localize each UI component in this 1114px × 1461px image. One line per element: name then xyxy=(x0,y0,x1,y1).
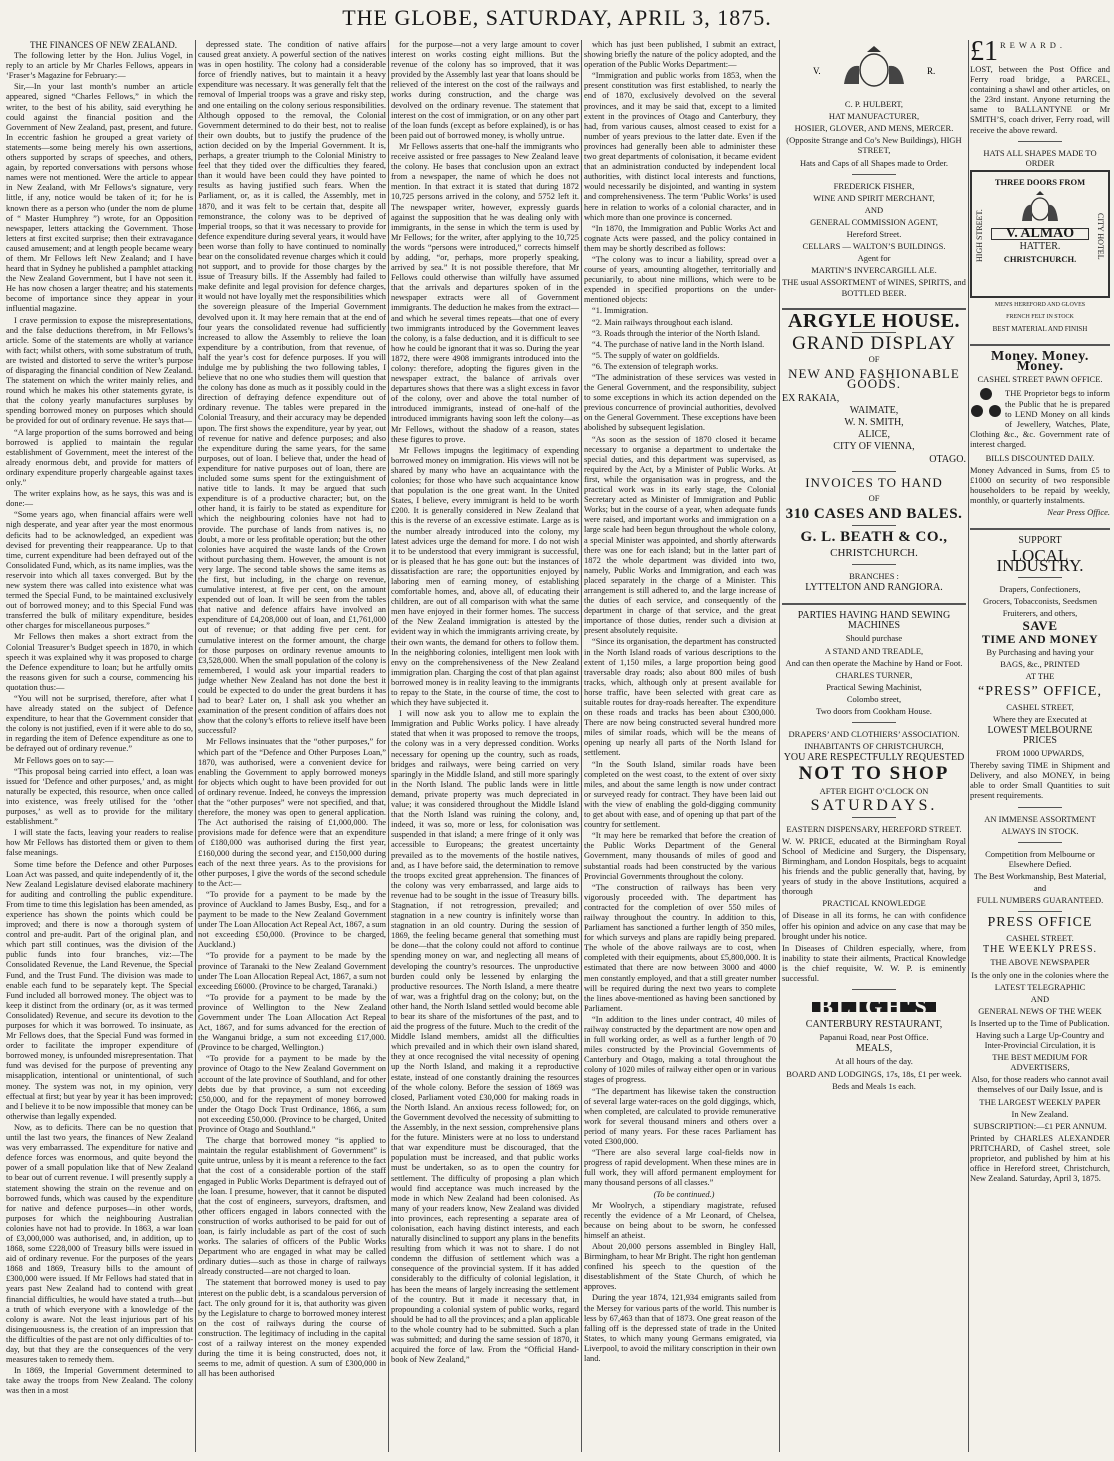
press-best: The Best Workmanship, Best Material, xyxy=(973,870,1107,881)
svg-text:R.: R. xyxy=(927,66,936,76)
press-save: SAVE xyxy=(1022,618,1058,634)
fisher-assortment: THE usual ASSORTMENT of WINES, SPIRITS, and BOTTLED BEER. xyxy=(782,277,966,298)
column-rule xyxy=(968,40,969,1452)
money-bills: BILLS DISCOUNTED DAILY. xyxy=(985,452,1095,463)
paragraph: “The construction of railways has been very vigorously proceeded with. The department has contracted for the completion of over 550 miles of railway throughout the country. In addition to this, Parliament has sanctioned a further length of 350 miles, for which surveys and plans are rapidly being prepared. The whole of the above railways are to cost, when completed with their equipments, about £5,800,000. It is estimated that there are now between 3000 and 4000 men constantly employed, and that a still greater number will be required during the next two years to complete the lines above-mentioned as having been sanctioned by Parliament. xyxy=(584,882,776,1013)
argyle-cases: 310 CASES AND BALES. xyxy=(785,505,963,522)
paragraph: Mr Fellows goes on to say:— xyxy=(14,755,114,765)
paragraph: “It may here be remarked that before the creation of the Public Works Department of the General Government, many thousands of miles of good and substantial roads had been constructed by the various Provincial Governments throughout the colony. xyxy=(584,831,776,881)
drapers-association: DRAPERS’ AND CLOTHIERS’ ASSOCIATION. xyxy=(788,729,960,740)
argyle-city: CHRISTCHURCH. xyxy=(830,547,918,559)
money-body: THE Proprietor begs to inform the Public that he is prepared to LEND Money on all kinds of Jewellery, Watches, Plate, Clothing &c., &c. Government rate of interest charged. xyxy=(970,388,1110,449)
paragraph: “In 1870, the Immigration and Public Works Act and cognate Acts were passed, and the policy contained in them may be shortly described as follows: xyxy=(584,223,776,253)
press-bags: BAGS, &c., PRINTED xyxy=(1000,659,1080,670)
paragraph: Mr Fellows asserts that one-half the immigrants who receive assisted or free passages to New Zealand leave the colony. He bases that conclusion upon an extract from a newspaper, the name of which he does not mention. In that extract it is stated that during 1872 10,725 persons arrived in the colony, and 5752 left it. The newspaper writer, however, expressly guards against the supposition that he was dealing only with immigrants, in the sense in which the term is used by Mr Fellows; for the writer, after applying to the 10,725 the words “persons were introduced,” corrects himself by adding, “or, perhaps, more properly speaking, arrived by sea.” It is not possible therefore, that Mr Fellows could otherwise than wilfully have assumed that the arrivals and departures spoken of in the newspaper extracts were all of Government immigrants. The deduction he makes from the extract—and which he several times repeats—that one of every two immigrants introduced by the Government leaves the colony, is a false deduction, and it is difficult to see how he could be ignorant that it was so. During the year 1872, there were 4908 immigrants introduced into the colony: therefore, adopting the figures given in the newspaper extract, the balance of arrivals over departures shows that there was a slight excess in favor of the colony, over and above the total number of introduced immigrants, instead of one-half of the introduced immigrants having soon left the colony—as Mr Fellows, without the shadow of a reason, states these figures to prove. xyxy=(391,141,579,444)
paragraph: Now, as to deficits. There can be no question that until the last two years, the finances of New Zealand was very embarrassed. The expenditure for native and defence forces was enormous, and quite beyond the power of a small population like that of New Zealand to bear out of current revenue. I will presently supply a statement showing the strain on the revenue and on borrowed funds, which was caused by the expenditure for native and defence purposes—in other words, purposes for which the neighbouring Australian colonies have not had to provide. In 1863, a war loan of £3,000,000 was authorised, and, in addition, up to 1868, some £228,000 of Treasury bills were issued in aid of ordinary revenue. For the purposes of the years 1868 and 1869, Treasury bills to the amount of £300,000 were issued. If Mr Fellows had stated that in years past New Zealand had to contend with great financial difficulties, he would have stated a truth—but a truth of which everyone with a knowledge of the colony is aware. Not the least injurious part of his disingenuousness is, the creation of an impression that the difficulties of the past are not only difficulties of to-day, but that they are the consequences of the very measures taken to remedy them. xyxy=(6,1122,193,1365)
fisher-cellars: CELLARS — WALTON’S BUILDINGS. xyxy=(802,241,946,252)
argyle-branches: BRANCHES : xyxy=(849,571,899,582)
paragraph: “In the South Island, similar roads have been completed on the west coast, to the extent of over sixty miles, and about the same length is now under contract or surveyed ready for contract. They have been laid out with the view of enabling the gold-digging community to get about with ease, and of opening up that part of the country for settlement. xyxy=(584,759,776,830)
almao-right-small: FRENCH FELT IN STOCK xyxy=(1006,313,1074,320)
money-near: Near Press Office. xyxy=(1047,507,1110,518)
argyle-ship4: CITY OF VIENNA, xyxy=(833,441,915,453)
press-largest: THE LARGEST WEEKLY PAPER xyxy=(979,1096,1101,1107)
almao-doors: THREE DOORS FROM xyxy=(994,176,1086,187)
continued-note: (To be continued.) xyxy=(653,1189,715,1199)
press-cashel: CASHEL STREET. xyxy=(1006,933,1074,944)
paragraph: Some time before the Defence and other Purposes Loan Act was passed, and quite independently of it, the New Zealand Legislature devised elaborate machinery for auditing and controlling the public expenditure. From time to time this legislation has been amended, as experience has shown the points which could be improved; and there is now a thorough system of control and pre-audit. Part of the original plan, and which part still continues, was the division of the public funds into four branches, viz:—The Consolidated Revenue, the Land Revenue, the Special Fund, and the Trust Fund. The division was made to enable each fund to be separately kept. The Special Fund included all borrowed money. The object was to keep it distinct from the ordinary (or, as it was termed Consolidated) Revenue, and secure its devotion to the purposes for which it was borrowed. To insinuate, as Mr Fellows does, that the Special Fund was formed in order to facilitate the improper expenditure of borrowed money, is unfounded misrepresentation. That fund was devised for the purpose of preventing any misapplication, intentional or unintentional, of such money. The system was not, in my opinion, very effectual at first; but year by year it has been improved; and I believe it to be now impossible that money can be otherwise than legally expended. xyxy=(6,859,193,1121)
press-comp: Competition from Melbourne or Elsewhere Defied. xyxy=(985,848,1095,869)
column-rule xyxy=(581,40,582,1452)
fisher-trade: WINE AND SPIRIT MERCHANT, xyxy=(813,192,935,203)
press-at: AT THE xyxy=(1025,671,1055,682)
press-street: CASHEL STREET, xyxy=(1006,701,1074,712)
almao-ad xyxy=(970,148,1110,346)
money-title: Money. Money. Money. xyxy=(991,349,1089,375)
argyle-of: OF xyxy=(868,353,880,364)
fisher-street: Hereford Street. xyxy=(846,229,902,240)
turner-headline: PARTIES HAVING HAND SEWING MACHINES xyxy=(797,610,951,632)
turner-l2: Should purchase xyxy=(845,633,903,644)
argyle-firm: G. L. BEATH & CO., xyxy=(800,528,948,545)
bligh-address: Papanui Road, near Post Office. xyxy=(819,1032,929,1043)
news-item: During the year 1874, 121,934 emigrants sailed from the Mersey for various parts of the world. This number is less by 67,463 than that of 1873. One great reason of the falling off is the depressed state of trade in the United States, to which many young Germans emigrated, via Liverpool, to avoid the military conscription in their own land. xyxy=(584,1293,776,1363)
argyle-new: NEW AND FASHIONABLE GOODS. xyxy=(788,365,960,391)
paragraph: which has just been published, I submit an extract, showing briefly the nature of the policy adopted, and the operation of the Public Works Department:— xyxy=(584,40,776,70)
press-ad xyxy=(970,536,1110,1184)
paragraph: “To provide for a payment to be made by the province of Taranaki to the New Zealand Government under The Loan Allocation Repeal Act, 1867, a sum not exceeding £6000. (Province to be charged, Taranaki.) xyxy=(198,951,386,991)
svg-text:V.: V. xyxy=(813,66,821,76)
press-only: Is the only one in the colonies where the xyxy=(971,969,1109,980)
hulbert-address: (Opposite Strange and Co’s New Buildings), HIGH STREET, xyxy=(786,135,962,156)
drapers-requested: YOU ARE RESPECTFULLY REQUESTED xyxy=(783,752,965,764)
paragraph: “To provide for a payment to be made by the province of Otago to the New Zealand Government on account of the late province of Southland, and for other debts due by that province, a sum not exceeding £50,000, and for the repayment of money borrowed under the Otago Dock Trust Ordinance, 1866, a sum not exceeding £50,000. (Province to be charged, United Province of Otago and Southland.” xyxy=(198,1054,386,1135)
dispensary-body3: In Diseases of Children especially, where, from inability to state their ailments, Practical Knowledge is the chief requisite, W. W. P. is eminently successful. xyxy=(782,942,966,983)
paragraph: “3. Roads through the interior of the North Island. xyxy=(592,328,760,338)
press-support: SUPPORT xyxy=(1018,534,1062,546)
news-item: About 20,000 persons assembled in Bingley Hall, Birmingham, to hear Mr Bright. The right hon gentleman confined his speech to the question of the disestablishment of the State Church, of which he approves. xyxy=(584,1241,776,1292)
press-medium: THE BEST MEDIUM FOR ADVERTISERS, xyxy=(992,1052,1088,1073)
article-title: THE FINANCES OF NEW ZEALAND. xyxy=(29,40,178,50)
press-and: and xyxy=(1033,882,1047,893)
paragraph: “The administration of these services was vested in the General Government, and the responsibility, subject to some exceptions in which its action depended on the previous concurrence of provincial authorities, devolved on the General Government. These exceptions have been abolished by subsequent legislation. xyxy=(584,373,776,433)
press-office-2: PRESS OFFICE xyxy=(987,915,1093,931)
argyle-ex: EX RAKAIA, xyxy=(782,393,840,405)
paragraph: “You will not be surprised, therefore, after what I have already stated on the subject of Defence expenditure, to hear that the Government consider that the colony is not justified, even if it were able to do so, in regarding the item of Defence expenditure as one to be defrayed out of ordinary revenue.” xyxy=(6,694,193,754)
reward-word: REWARD. xyxy=(1000,40,1067,50)
paragraph: The following letter by the Hon. Julius Vogel, in reply to an article by Mr Charles Fellows, appears in ‘Fraser’s Magazine for February:— xyxy=(6,51,193,81)
paragraph: The charge that borrowed money “is applied to maintain the regular establishment of Government” is quite untrue, unless by it is meant a reference to the fact that the cost of a considerable portion of the staff engaged in Public Works Department is defrayed out of the loan. I presume, however, that it cannot be disputed that the cost of engineers, surveyors, draftsmen, and other officers engaged in labors connected with the construction of works authorised to be paid for out of loan, is fairly includable as part of the cost of such works. The salaries of officers of the Public Works Department who are engaged in what may be called ordinary duties—such as those in charge of railways already constructed—are not charged to loan. xyxy=(198,1136,386,1277)
almao-bottom: BEST MATERIAL AND FINISH xyxy=(992,325,1088,334)
paragraph: “1. Immigration. xyxy=(592,306,649,316)
ads-column-2 xyxy=(970,40,1110,1452)
pawnbroker-balls-icon xyxy=(970,386,1002,420)
paragraph: I will now ask you to allow me to explain the Immigration and Public Works policy. I have already stated that when it was proposed to remove the troops, the colony was in a very depressed condition. Works necessary for opening up the country, such as roads, bridges and railways, were being carried on very sparingly in the Middle Island, and still more sparingly in the North Island. The public lands were in little demand, private property was much depreciated in value; it was considered throughout the Middle Island that the North Island was ruining the colony, and, indeed, it was so, more or less, for colonisation was suspended in that island; a mere fringe of it only was accessible to Europeans; the greatest uncertainty prevailed as to the movements of the hostile natives, and, as I have before said, the determination to remove the troops excited great apprehension. The finances of the colony was very embarrassed, and large aids to revenue had to be sought in the issue of Treasury bills. Stagnation, if not retrogression, prevailed; and stagnation in a new country is infinitely worse than stagnation in an old country. During the session of 1869, the feeling became general that something must be done—that the colony could not afford to continue spending money on war, and neglecting all means of developing the country’s resources. The unproductive burden could only be lessened by enlarging the productive resources. The North Island, a mere theatre of war, was a frightful drag on the colony; but, on the other hand, the North Island settled would become able to bear its share of the misfortunes of the past, and to aid the progress of the future. Much to the credit of the Middle Island members, amidst all the difficulties which prevailed and in which their own island shared, they at once recognised the vital necessity of opening up the North Island, and making it a reproductive estate, instead of one constantly draining the resources of the whole colony. Before the session of 1869 was closed, Parliament voted £30,000 for making roads in the North Island. An anxious recess followed; for, on the Government devolved the necessity of submitting to the Assembly, in the next session, comprehensive plans for the future. Ministers were at no loss to understand that war expenditure must be discouraged, that the population must be increased, and that public works must be undertaken, so as to open the country for settlement. The difficulty of proposing a plan which would find acceptance was much increased by the mode in which New Zealand had been colonised. As many of your readers know, New Zealand was divided into provinces, each representing a separate area of colonisation, each having distinct interests, and each naturally disinclined to support any plans in the benefits resulting from which it was not to share. I do not condemn the diffusion of settlement which was a consequence of the provincial system. If it has added considerably to the difficulty of colonial legislation, it has been the means of largely increasing the settlement of the country. But it made it necessary that, in propounding a colonial system of public works, regard should be had to all the provinces; and a plan applicable to the whole country had to be submitted. Such a plan was submitted; and during the same session of 1870, it acquired the force of law. From the “Official Hand-book of New Zealand,” xyxy=(391,709,579,1365)
almao-right: CITY HOTEL xyxy=(1096,212,1105,260)
paragraph: for the purpose—not a very large amount to cover interest on works costing eight millions. But the revenue of the colony has so improved, that it was provided by the Assembly last year that loans should be relieved of the interest on the cost of the railways and works during construction, and the charge was devolved on the ordinary revenue. The statement that interest on the cost of immigration, or on any other part of the loan funds (except as before explained), is or has been paid out of borrowed money, is wholly untrue. xyxy=(391,40,579,140)
paragraph: “This proposal being carried into effect, a loan was issued for ‘Defence and other purposes,’ and, as might naturally be expected, this resource, when once called into existence, was freely utilised for the ‘other purposes,’ as well as to provide for the military establishment.” xyxy=(6,766,193,827)
press-and2: AND xyxy=(1030,993,1050,1004)
press-time: TIME AND MONEY xyxy=(981,632,1099,647)
press-general: GENERAL NEWS OF THE WEEK xyxy=(978,1005,1102,1016)
argyle-ship2: W. N. SMITH, xyxy=(844,417,904,429)
paragraph: “5. The supply of water on goldfields. xyxy=(592,350,720,360)
paragraph: Mr Fellows then makes a short extract from the Colonial Treasurer’s Budget speech in 1870, in which speech it was explained why it was proposed to charge the Defence expenditure to loan; but he artfully omits the reasons given for such a course, commencing his quotation thus:— xyxy=(6,632,193,692)
paragraph: “The department has likewise taken the construction of several large water-races on the gold diggings, which, when completed, are calculated to provide remunerative work for several thousand miners and others over a period of many years. For these races Parliament has voted £300,000. xyxy=(584,1086,776,1147)
press-nz: In New Zealand. xyxy=(1011,1108,1069,1119)
hulbert-name: C. P. HULBERT, xyxy=(844,99,904,110)
bligh-restaurant: CANTERBURY RESTAURANT, xyxy=(805,1019,943,1031)
argyle-display: GRAND DISPLAY xyxy=(792,332,956,354)
paragraph: “To provide for a payment to be made by the province of Wellington to the New Zealand Government under The Loan Allocation Act Repeal Act, 1867, and for sums advanced for the erection of the Wanganui bridge, a sum not exceeding £17,000. (Province to be charged, Wellington.) xyxy=(198,992,386,1053)
bligh-meals: MEALS, xyxy=(855,1043,893,1055)
press-latest: LATEST TELEGRAPHIC xyxy=(994,981,1086,992)
reward-ad xyxy=(970,40,1110,142)
hulbert-ad xyxy=(782,40,966,175)
press-by: By Purchasing and having your xyxy=(986,647,1094,658)
drapers-saturdays: SATURDAYS. xyxy=(810,796,938,814)
bligh-name: BLIGH'S xyxy=(812,1002,935,1012)
fisher-commission: GENERAL COMMISSION AGENT, xyxy=(810,216,938,227)
press-where: Where they are Executed at xyxy=(993,713,1087,724)
argyle-ship5: OTAGO. xyxy=(929,453,966,465)
press-thereby: Thereby saving TIME in Shipment and Delivery, and also MONEY, in being able to order Small Quantities to suit present requirements. xyxy=(970,760,1110,801)
drapers-after: AFTER EIGHT O’CLOCK ON xyxy=(819,785,929,796)
news-item: Mr Woolrych, a stipendiary magistrate, refused recently the evidence of a Mr Leonard, of Chelsea, because on being about to be sworn, he confessed himself an atheist. xyxy=(584,1200,776,1240)
turner-ad xyxy=(782,611,966,723)
paragraph: The statement that borrowed money is used to pay interest on the public debt, is a scandalous perversion of fact. The only ground for it is, that authority was given by the Legislature to charge to borrowed money interest on the cost of railways during the course of construction. The legitimacy of including in the capital cost of a railway interest on the money expended during the time it is being constructed, does not, it seems to me, admit of question. A sum of £300,000 in all has been authorised xyxy=(198,1278,386,1379)
paragraph: “Since its organisation, the department has constructed in the North Island roads of various descriptions to the extent of 1,150 miles, a large proportion being good traversable dray roads; also about 800 miles of bush tracks, which, although only at present available for horse traffic, have been selected with great care as suitable routes for dray-roads hereafter. The expenditure on these roads and tracks has been about £300,000. There are now being constructed several hundred more miles of similar roads, which will be the means of opening up nearly all parts of the North Island for settlement. xyxy=(584,637,776,758)
argyle-of2: OF xyxy=(868,492,880,503)
column-rule xyxy=(388,40,389,1452)
press-immense: AN IMMENSE ASSORTMENT xyxy=(984,813,1096,824)
money-ad xyxy=(970,349,1110,529)
paragraph: “Some years ago, when financial affairs were well nigh desperate, and year after year the most enormous deficits had to be acknowledged, an expedient was devised for preventing their reappearance. Up to that time, current expenditure had been defrayed out of the Consolidated Fund, which, as its name implies, was the reservoir into which all taxes converged. But by the new system there was called into existence what was termed the Special Fund, to be maintained exclusively out of borrowed money; and to this Special Fund was transferred the bulk of military expenditure, besides other charges for miscellaneous purposes.” xyxy=(6,510,193,631)
fisher-ad xyxy=(782,181,966,310)
ads-column-1 xyxy=(782,40,966,1452)
press-above: THE ABOVE NEWSPAPER xyxy=(990,957,1090,968)
paragraph: “6. The extension of telegraph works. xyxy=(592,361,719,371)
article-column-3 xyxy=(391,40,579,1452)
fisher-agent: Agent for xyxy=(857,253,891,264)
hulbert-trade2: HOSIER, GLOVER, AND MENS, MERCER. xyxy=(794,123,954,134)
turner-name: CHARLES TURNER, xyxy=(835,669,913,680)
press-subscription: SUBSCRIPTION:—£1 PER ANNUM. xyxy=(973,1120,1107,1131)
press-l3: Fruiterers, and others, xyxy=(1002,608,1078,618)
paragraph: I crave permission to expose the misrepresentations, and the false deductions therefrom, in Mr Fellows’s article. Some of the statements are wholly at variance with fact; whilst others, with some substratum of truth, are twisted and distorted to serve the writer’s purpose of disparaging the financial condition of New Zealand. The statement on which the writer mainly relies, and round which he makes his other statements gyrate, is that the colony yearly manufactures surpluses by spending borrowed money on purposes which should be provided for out of ordinary revenue. He says that— xyxy=(6,315,193,426)
almao-town: CHRISTCHURCH. xyxy=(1003,254,1077,265)
bligh-beds: Beds and Meals 1s each. xyxy=(832,1080,916,1091)
drapers-inhabitants: INHABITANTS OF CHRISTCHURCH, xyxy=(804,741,944,752)
paragraph: “To provide for a payment to be made by the province of Auckland to James Busby, Esq., and for a payment to be made to the New Zealand Government under The Loan Allocation Act Repeal Act, 1867, a sum not exceeding £50,000. (Province to be charged, Auckland.) xyxy=(198,889,386,950)
turner-l6: Colombo street, xyxy=(846,693,902,704)
fisher-and: AND xyxy=(864,204,884,215)
paragraph: I will state the facts, leaving your readers to realise how Mr Fellows has distorted them or given to them false meanings. xyxy=(6,828,193,858)
paragraph: “Immigration and public works from 1853, when the present constitution was first established, to nearly the end of 1870, exclusively devolved on the several provinces, and it may be said that, except to a limited extent in the provinces of Otago and Canterbury, they had, from various causes, almost ceased to exist for a number of years previous to the latter date. Even if the provinces had generally been able to administer these two great departments of colonisation, it became evident that an administration conducted by independent local authorities, with distinct local interests and functions, would necessarily be disjointed, and wanting in system and comprehensiveness. The term ‘Public Works’ is used here in relation to works of a colonial character, and in which more than one province is concerned. xyxy=(584,71,776,222)
column-rule xyxy=(195,40,196,1452)
press-always: ALWAYS IN STOCK. xyxy=(1001,825,1079,836)
press-from: FROM 1000 UPWARDS, xyxy=(995,748,1085,759)
argyle-ad xyxy=(782,309,966,606)
reward-body: LOST, between the Post Office and Ferry road bridge, a PARCEL, containing a shawl and other articles, on the 23rd instant. Anyone returning the same to BALLANTYNE or Mr SMITH’S, coach driver, Ferry road, will receive the above reward. xyxy=(970,64,1110,135)
almao-left: HIGH STREET. xyxy=(975,209,984,263)
paragraph: “In addition to the lines under contract, 40 miles of railway constructed by the department are now open and in full working order, as well as a further length of 70 miles constructed by the Provincial Governments of Canterbury and Otago, making a total throughout the colony of 1020 miles of railway either open or in various stages of progress. xyxy=(584,1014,776,1085)
press-l1: Drapers, Confectioners, xyxy=(999,583,1081,594)
almao-name: V. ALMAO xyxy=(991,228,1089,240)
paragraph: Mr Fellows impugns the legitimacy of expending borrowed money on immigration. His views will not be shared by many who have an acquaintance with the colonies; for those who have such acquaintance know that population is the one great want. In the United States, I believe, every immigrant is held to be worth £200. It is generally considered in New Zealand that this is the reverse of an excessive estimate. Large as is the number already introduced into the colony, my latest advices urge the demand for more. I do not wish it to be understood that every immigrant is successful, or is pleased that he has gone out: but the instances of dissatisfaction are rare; the opportunities enjoyed by laboring men of earning money, of establishing comfortable homes, and, above all, of educating their children, are out of all comparison with what the same men have enjoyed in their former homes. The success of the New Zealand immigration is attested by the evident way in which the immigrants arriving create, by their own wants, the demand for others to follow them. In the neighboring colonies, intelligent men look with envy on the comprehensiveness of the New Zealand immigration plan. Charging the cost of that plan against borrowed money is in reality leaving to the immigrants to repay to the State, in the course of time, the cost to which they have subjected it. xyxy=(391,445,579,708)
turner-l3: A STAND AND TREADLE, xyxy=(824,645,924,656)
turner-l4: And can then operate the Machine by Hand or Foot. xyxy=(785,657,963,668)
drapers-ad xyxy=(782,729,966,818)
coat-of-arms-icon xyxy=(1010,189,1070,223)
drapers-notshop: NOT TO SHOP xyxy=(798,763,950,785)
paragraph: “As soon as the session of 1870 closed it became necessary to organise a department to undertake the special duties, and this department was supervised, as required by the Act, by a Minister of Public Works. At first, while the organisation was in progress, and the practical work was in its early stage, the Colonial Secretary acted as Minister of Immigration and Public Works; but in the course of a year, when adequate funds were raised, and important works and immigration on a large scale had been begun throughout the whole colony, a special Minister was appointed, and shortly afterwards there was one for each island; but in the latter part of 1872 the whole department was divided into two, namely, Public Works and Immigration, and each was placed separately in the charge of a Minister. This arrangement is still adhered to, and the large increase of the duties of each service, and consequently of the department in charge of that service, and the great importance of those duties, render such a division at present absolutely requisite. xyxy=(584,434,776,636)
argyle-invoices: INVOICES TO HAND xyxy=(805,474,943,490)
fisher-name: FREDERICK FISHER, xyxy=(833,180,915,191)
bligh-hours: At all hours of the day. xyxy=(835,1056,913,1067)
turner-l7: Two doors from Cookham House. xyxy=(816,706,932,717)
dispensary-body2: of Disease in all its forms, he can with confidence offer his opinion and advice on any case that may be brought under his notice. xyxy=(782,910,966,941)
argyle-title: ARGYLE HOUSE. xyxy=(787,309,961,332)
press-weekly: THE WEEKLY PRESS. xyxy=(982,944,1098,956)
bligh-board: BOARD AND LODGINGS, 17s, 18s, £1 per week. xyxy=(786,1068,962,1079)
royal-crest-icon xyxy=(809,44,939,90)
fisher-ale: MARTIN’S INVERCARGILL ALE. xyxy=(811,265,937,276)
almao-top: HATS ALL SHAPES MADE TO ORDER xyxy=(983,147,1097,168)
dispensary-ad xyxy=(782,824,966,990)
paragraph: Sir,—In your last month’s number an article appeared, signed “Charles Fellows,” in which the writer, to the best of his ability, said everything he could against the financial position and the Government of New Zealand, past, present, and future. In eccentric fashion he grouped a great variety of statements—some being merely his own assertions, others supported by scraps of speeches, and others, again, by reported conversations with persons whose names were not mentioned. Were the article to appear in New Zealand, with Mr Fellows’s signature, very little, if any, notice would be taken of it; for he is known there as a person who (under the nom de plume of “ Master Humphrey ”) wrote, for an Opposition newspaper, letters attacking the Government. Those letters at first excited surprise; then their extravagance caused amusement; and at length people became weary of them. Mr Fellows left New Zealand; and I have heard that in Sydney he published a pamphlet attacking the New Zealand Government, but I have not seen it. He has now chosen a larger theatre; and his statements become of importance since they appear in your influential magazine. xyxy=(6,82,193,314)
press-imprint: Printed by CHARLES ALEXANDER PRITCHARD, of Cashel street, sole proprietor, and published by him at his office in Hereford street, Christchurch, New Zealand. Saturday, April 3, 1875. xyxy=(970,1132,1110,1184)
dispensary-body: W. W. PRICE, educated at the Birmingham Royal School of Medicine and Surgery, the Dispensary, Birmingham, and London Hospitals, begs to acquaint his friends and the public generally that, having, by years of study in the above Institutions, acquired a thorough xyxy=(782,835,966,897)
article-column-2 xyxy=(198,40,386,1452)
article-column-4 xyxy=(584,40,776,1452)
press-local: LOCAL INDUSTRY. xyxy=(996,545,1084,575)
column-rule xyxy=(779,40,780,1452)
paragraph: Mr Fellows insinuates that the “other purposes,” for which part of the “Defence and Other Purposes Loan,” 1870, was authorised, were a convenient device for enabling the Government to apply borrowed moneys for objects which ought to have been provided for out of ordinary revenue. Indeed, he conveys the impression that the “other purposes” were not specified, and that, therefore, the money was open to general application. The Act authorised the raising of £1,000,000. The provisions made for defence were that an expenditure of £180,000 was authorised during the first year, £160,000 during the second year, and £150,000 during each of the next three years. As to the provisions for other purposes, I give the words of the second schedule to the Act:— xyxy=(198,737,386,888)
masthead: THE GLOBE, SATURDAY, APRIL 3, 1875. xyxy=(342,5,772,30)
money-body2: Money Advanced in Sums, from £5 to £1000 on security of two responsible householders to be repaid by weekly, monthly, or quarterly instalments. xyxy=(970,465,1110,506)
press-also: Also, for those readers who cannot avail themselves of our Daily Issue, and is xyxy=(971,1074,1109,1095)
paragraph: “There are also several large coal-fields now in progress of rapid development. When these mines are in full work, they will afford permanent employment for many thousand persons of all classes.” xyxy=(584,1148,776,1188)
dispensary-title: EASTERN DISPENSARY, HEREFORD STREET. xyxy=(786,823,962,834)
press-inserted: Is Inserted up to the Time of Publication. xyxy=(970,1017,1110,1028)
almao-left-small: MEN'S HEREFORD AND GLOVES xyxy=(994,301,1086,308)
press-having: Having such a Large Up-Country and Inter-Provincial Circulation, it is xyxy=(975,1030,1105,1051)
press-office: “PRESS” OFFICE, xyxy=(978,683,1102,699)
dispensary-knowledge: PRACTICAL KNOWLEDGE xyxy=(822,898,926,909)
hulbert-note: Hats and Caps of all Shapes made to Order. xyxy=(799,157,948,168)
press-l2: Grocers, Tobacconists, Seedsmen xyxy=(983,595,1097,606)
paragraph: “A large proportion of the sums borrowed and being borrowed is applied to maintain the regular establishment of Government, meet the interest of the already enormous debt, and provide for matters of ordinary expenditure properly chargeable against taxes only.” xyxy=(6,427,193,488)
money-sub: CASHEL STREET PAWN OFFICE. xyxy=(977,374,1103,385)
paragraph: “4. The purchase of native land in the North Island. xyxy=(592,339,765,349)
paragraph: depressed state. The condition of native affairs caused great anxiety. A powerful section of the natives was in open hostility. The colony had a considerable force of friendly natives, but to maintain it a heavy expenditure was necessary. It was generally felt that the removal of Imperial troops was a grave and risky step, and one entailing on the colony serious responsibilities. Although opposed to the removal, the Colonial Government determined to do their best, not to realise their own doubts, but to justify the prudence of the action decided on by the Imperial Government. It is, perhaps, a greater triumph to the Colonial Ministry to feel that they tided over the difficulties they feared, than it would have been could they have pointed to results as having justified such fears. When the Parliament, or, as it is called, the Assembly, met in 1870, and it was felt to be certain that, despite all remonstrance, the colony was to be deprived of Imperial troops, so that it was necessary to provide for defence expenditure during several years, it would have been worse than folly to have continued to nominally bear on the consolidated revenue charges which it could not support, and to provide for those charges by the issue of Treasury bills. If the Assembly had failed to make definite and legal provision for defence charges, it would not have loyally met the responsibilities which the sovereign pleasure of the Imperial Government devolved upon it. It may here remain that at the end of four years the consolidated revenue had sufficiently increased to allow the Assembly to relieve the loan expenditure by a contribution, from that revenue, of half the year’s cost for defence purposes. If you will indulge me by publishing the two following tables, I believe that no one who studies them will question that the colony has done as much as it possibly could in the direction of defraying defence expenditure out of ordinary revenue. The tables were prepared in the Colonial Treasury, and their accuracy may be depended upon. The first shows the expenditure, year by year, out of revenue for native and defence purposes; and also the expenditure during the same years, for the same purposes, out of loan. I believe that, under the head of expenditure for native purposes out of loan, there are included some sums spent for the extinguishment of native title to lands. It may be argued that such expenditure is of a productive character; but, on the other hand, it is fairly to be stated as expenditure for which the neighbouring colonies have not had to provide. The purchase of lands from natives is, no doubt, a more or less profitable operation; but the other colonies have acquired the waste lands of the Crown without purchasing them. However, the amount is not very large. The second table shows the same items as the first, but including, in the charge on revenue, cumulative interest, at five per cent, on the amount expended out of loan. It will be seen from the tables that native and defence affairs have involved an expenditure of £4,208,000 out of loan, and £1,761,000 out of revenue; or that adding five per cent. for cumulative interest on the former amount, the charge for those purposes on ordinary revenue amounts to £3,528,000. When the small population of the colony is remembered, I would ask your impartial readers to judge whether New Zealand has not done the best it could be expected to do under the great burdens it has had to bear? Later on, I shall ask you whether an examination of the present condition of affairs does not show that the colony’s efforts to relieve itself have been successful? xyxy=(198,40,386,736)
almao-trade: HATTER. xyxy=(1019,241,1061,253)
paragraph: “2. Main railways throughout each island. xyxy=(592,317,733,327)
turner-l5: Practical Sewing Machinist, xyxy=(826,681,922,692)
article-column-1 xyxy=(6,40,193,1452)
press-full: FULL NUMBERS GUARANTEED. xyxy=(976,895,1104,906)
paragraph: In 1869, the Imperial Government determined to take away the troops from New Zealand. The colony was then in a most xyxy=(6,1366,193,1396)
reward-amount: £1 xyxy=(970,40,998,67)
argyle-ship1: WAIMATE, xyxy=(849,405,899,417)
press-lowest: LOWEST MELBOURNE PRICES xyxy=(987,724,1093,746)
paragraph: The writer explains how, as he says, this was and is done:— xyxy=(6,489,193,509)
argyle-ship3: ALICE, xyxy=(858,429,890,441)
paragraph: “The colony was to incur a liability, spread over a course of years, amounting altogether, territorially and pecuniarily, to about nine millions, which were to be expended in specified proportions on the under-mentioned objects: xyxy=(584,254,776,305)
bligh-ad xyxy=(782,996,966,1091)
hulbert-trade: HAT MANUFACTURER, xyxy=(828,111,920,122)
argyle-towns: LYTTELTON AND RANGIORA. xyxy=(805,582,943,594)
